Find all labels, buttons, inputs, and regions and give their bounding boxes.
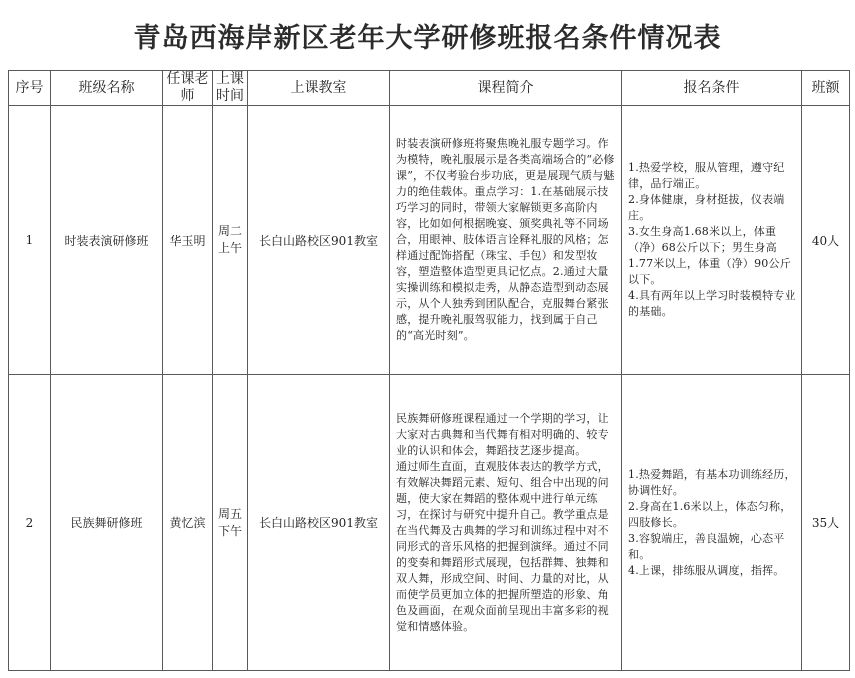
row-intro xyxy=(390,106,622,375)
table-header-row xyxy=(9,71,850,106)
row-quota: 40人 xyxy=(802,106,850,375)
row-intro-text: 民族舞研修班课程通过一个学期的学习，让大家对古典舞和当代舞有相对明确的、较专业的认识和体会，舞蹈技艺逐步提高。 通过师生直面，直观肢体表达的教学方式，有效解决舞蹈元素、短句、组合中出现的问题，使大家在舞蹈的整体观中进行单元练习，在探讨与研究中提升自己。教学重点是在当代舞及古典舞的学习和训练过程中对不同形式的音乐风格的把握到演绎。通过不同的变奏和舞蹈形式展现，包括群舞、独舞和双人舞，形成空间、时间、力量的对比，从而使学员更加立体的把握所塑造的形象、角色及画面，在观众面前呈现出丰富多彩的视觉和情感体验。 xyxy=(396,411,609,633)
row-intro-text: 时装表演研修班将聚焦晚礼服专题学习。作为模特，晚礼服展示是各类高端场合的“必修课”，不仅考验台步功底，更是展现气质与魅力的绝佳载体。重点学习：1.在基础展示技巧学习的同时，带领大家解锁更多高阶内容，比如如何根据晚宴、颁奖典礼等不同场合，用眼神、肢体语言诠释礼服的风格；怎样通过配饰搭配（珠宝、手包）和发型妆容，塑造整体造型更具记忆点。2.通过大量实操训练和模拟走秀，从静态造型到动态展示，从个人独秀到团队配合，克服舞台紧张感，提升晚礼服驾驭能力，找到属于自己的“高光时刻”。 xyxy=(396,137,615,342)
row-no: 1 xyxy=(9,106,51,375)
table-row xyxy=(9,106,850,375)
header-time: 上课时间 xyxy=(213,71,248,106)
header-room: 上课教室 xyxy=(248,71,390,106)
row-no: 2 xyxy=(9,375,51,671)
row-class-name: 民族舞研修班 xyxy=(51,375,163,671)
row-requirements xyxy=(622,106,802,375)
row-intro xyxy=(390,375,622,671)
header-class-name: 班级名称 xyxy=(51,71,163,106)
row-time: 周五下午 xyxy=(213,375,248,671)
row-teacher: 华玉明 xyxy=(163,106,213,375)
header-quota: 班额 xyxy=(802,71,850,106)
row-requirements xyxy=(622,375,802,671)
row-requirements-text: 1.热爱学校，服从管理，遵守纪律，品行端正。 2.身体健康，身材挺拔，仪表端庄。 3.女生身高1.68米以上，体重（净）68公斤以下；男生身高1.77米以上，体重（净）90公斤以下。 4.具有两年以上学习时装模特专业的基础。 xyxy=(628,161,796,318)
header-intro: 课程简介 xyxy=(390,71,622,106)
row-room: 长白山路校区901教室 xyxy=(248,106,390,375)
header-teacher: 任课老师 xyxy=(163,71,213,106)
row-room: 长白山路校区901教室 xyxy=(248,375,390,671)
row-quota: 35人 xyxy=(802,375,850,671)
row-teacher: 黄忆滨 xyxy=(163,375,213,671)
enrollment-table xyxy=(8,70,850,671)
table-row xyxy=(9,375,850,671)
header-no: 序号 xyxy=(9,71,51,106)
row-requirements-text: 1.热爱舞蹈，有基本功训练经历，协调性好。 2.身高在1.6米以上，体态匀称，四肢修长。 3.容貌端庄，善良温婉，心态平和。 4.上课，排练服从调度，指挥。 xyxy=(628,467,796,577)
header-requirements: 报名条件 xyxy=(622,71,802,106)
row-class-name: 时装表演研修班 xyxy=(51,106,163,375)
row-time: 周二上午 xyxy=(213,106,248,375)
page-title: 青岛西海岸新区老年大学研修班报名条件情况表 xyxy=(133,22,722,54)
